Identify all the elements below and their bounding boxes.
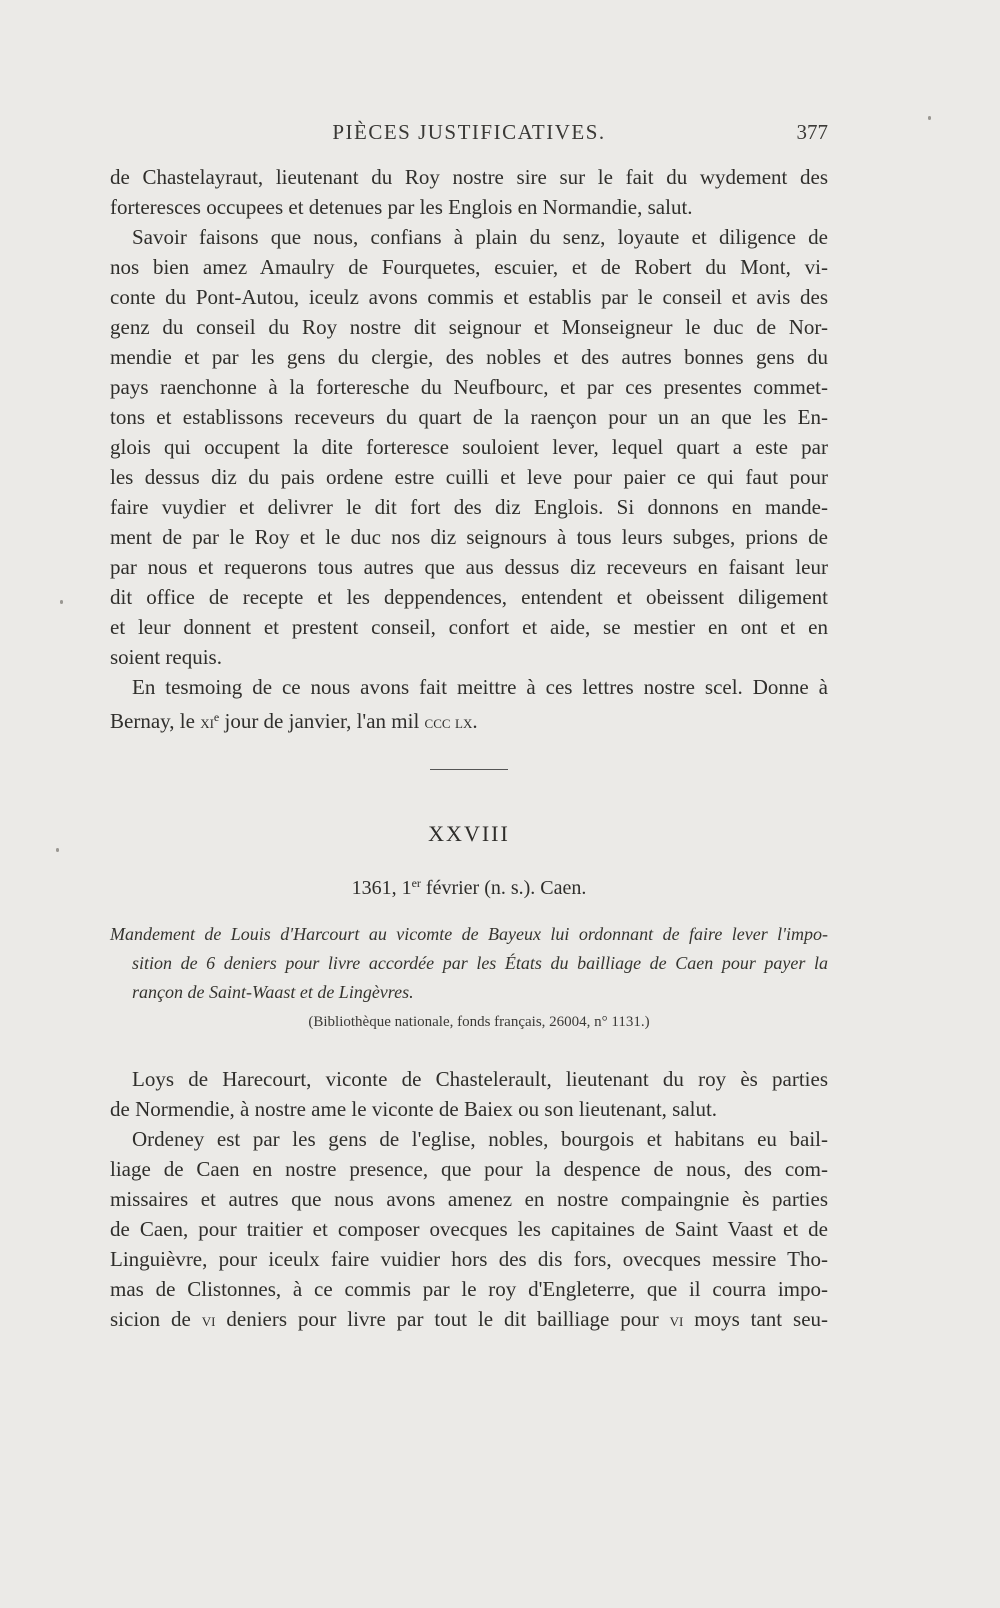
text-line: nos bien amez Amaulry de Fourquetes, escuier, et de Robert du Mont, vi- <box>110 255 828 279</box>
document-a-body <box>110 162 828 737</box>
scan-speck <box>56 848 59 852</box>
page-header <box>110 120 828 150</box>
text-line <box>110 1304 828 1335</box>
text-line: et leur donnent et prestent conseil, confort et aide, se mestier en ont et en <box>110 615 828 639</box>
text-line: Ordeney est par les gens de l'eglise, nobles, bourgois et habitans eu bail- <box>132 1127 828 1151</box>
dating-day-sup: e <box>213 710 220 724</box>
text-line: missaires et autres que nous avons amenez en nostre compaingnie ès parties <box>110 1187 828 1211</box>
date-sup: er <box>411 876 421 890</box>
dating-line <box>110 702 828 737</box>
roman-numeral: vi <box>201 1310 216 1330</box>
text-line: mendie et par les gens du clergie, des nobles et des autres bonnes gens du <box>110 345 828 369</box>
dating-end: . <box>472 709 478 733</box>
dating-start: Bernay, le <box>110 709 201 733</box>
line-mid: deniers pour livre par tout le dit bailliage pour <box>215 1307 670 1331</box>
text-line: conte du Pont-Autou, iceulz avons commis et establis par le conseil et avis des <box>110 285 828 309</box>
text-line: soient requis. <box>110 645 222 669</box>
document-summary <box>110 920 828 1007</box>
text-line: dit office de recepte et les deppendences, entendent et obeissent diligement <box>110 585 828 609</box>
text-line: glois qui occupent la dite forteresce souloient lever, lequel quart a este par <box>110 435 828 459</box>
page-number: 377 <box>796 120 828 144</box>
text-line: Savoir faisons que nous, confians à plain du senz, loyaute et diligence de <box>132 225 828 249</box>
scan-speck <box>60 600 63 604</box>
scan-speck <box>928 116 931 120</box>
running-head: PIÈCES JUSTIFICATIVES. <box>332 120 606 144</box>
text-line: liage de Caen en nostre presence, que pour la despence de nous, des com- <box>110 1157 828 1181</box>
summary-line: sition de 6 deniers pour livre accordée par les États du bailliage de Caen pour payer la <box>132 953 828 973</box>
date-suffix: février (n. s.). Caen. <box>420 877 587 899</box>
text-line: de Caen, pour traitier et composer ovecques les capitaines de Saint Vaast et de <box>110 1217 828 1241</box>
summary-line: rançon de Saint-Waast et de Lingèvres. <box>132 982 414 1002</box>
line-start: sicion de <box>110 1307 202 1331</box>
text-line: tons et establissons receveurs du quart de la raençon pour un an que les En- <box>110 405 828 429</box>
section-divider <box>430 769 508 770</box>
text-line: de Chastelayraut, lieutenant du Roy nostre sire sur le fait du wydement des <box>110 165 828 189</box>
text-line: Linguièvre, pour iceulx faire vuidier hors des dis fors, ovecques messire Tho- <box>110 1247 828 1271</box>
source-reference: (Bibliothèque nationale, fonds français, 26004, n° 1131.) <box>308 1014 650 1030</box>
text-line: pays raenchonne à la forteresche du Neufbourc, et par ces presentes commet- <box>110 375 828 399</box>
document-b-body <box>110 1064 828 1335</box>
text-line: Loys de Harecourt, viconte de Chastelerault, lieutenant du roy ès parties <box>132 1067 828 1091</box>
summary-line: Mandement de Louis d'Harcourt au vicomte de Bayeux lui ordonnant de faire lever l'impo- <box>110 924 828 944</box>
text-line: mas de Clistonnes, à ce commis par le roy d'Engleterre, que il courra impo- <box>110 1277 828 1301</box>
text-line: faire vuydier et delivrer le dit fort des diz Englois. Si donnons en mande- <box>110 495 828 519</box>
dating-day: xi <box>200 712 214 732</box>
text-line: les dessus diz du pais ordene estre cuilli et leve pour paier ce qui faut pour <box>110 465 828 489</box>
roman-numeral: vi <box>669 1310 684 1330</box>
text-line: genz du conseil du Roy nostre dit seignour et Monseigneur le duc de Nor- <box>110 315 828 339</box>
dating-year: ccc lx <box>424 712 473 732</box>
line-end: moys tant seu- <box>683 1307 829 1331</box>
text-line: forteresces occupees et detenues par les Englois en Normandie, salut. <box>110 195 693 219</box>
document-number: XXVIII <box>428 821 510 846</box>
document-date <box>110 876 828 900</box>
text-line: de Normendie, à nostre ame le viconte de Baiex ou son lieutenant, salut. <box>110 1097 718 1121</box>
text-line: En tesmoing de ce nous avons fait meittre à ces lettres nostre scel. Donne à <box>132 675 828 699</box>
text-line: par nous et requerons tous autres que aus dessus diz receveurs en faisant leur <box>110 555 828 579</box>
date-prefix: 1361, 1 <box>351 877 412 899</box>
text-line: ment de par le Roy et le duc nos diz seignours à tous leurs subges, prions de <box>110 525 828 549</box>
dating-mid: jour de janvier, l'an mil <box>219 709 425 733</box>
